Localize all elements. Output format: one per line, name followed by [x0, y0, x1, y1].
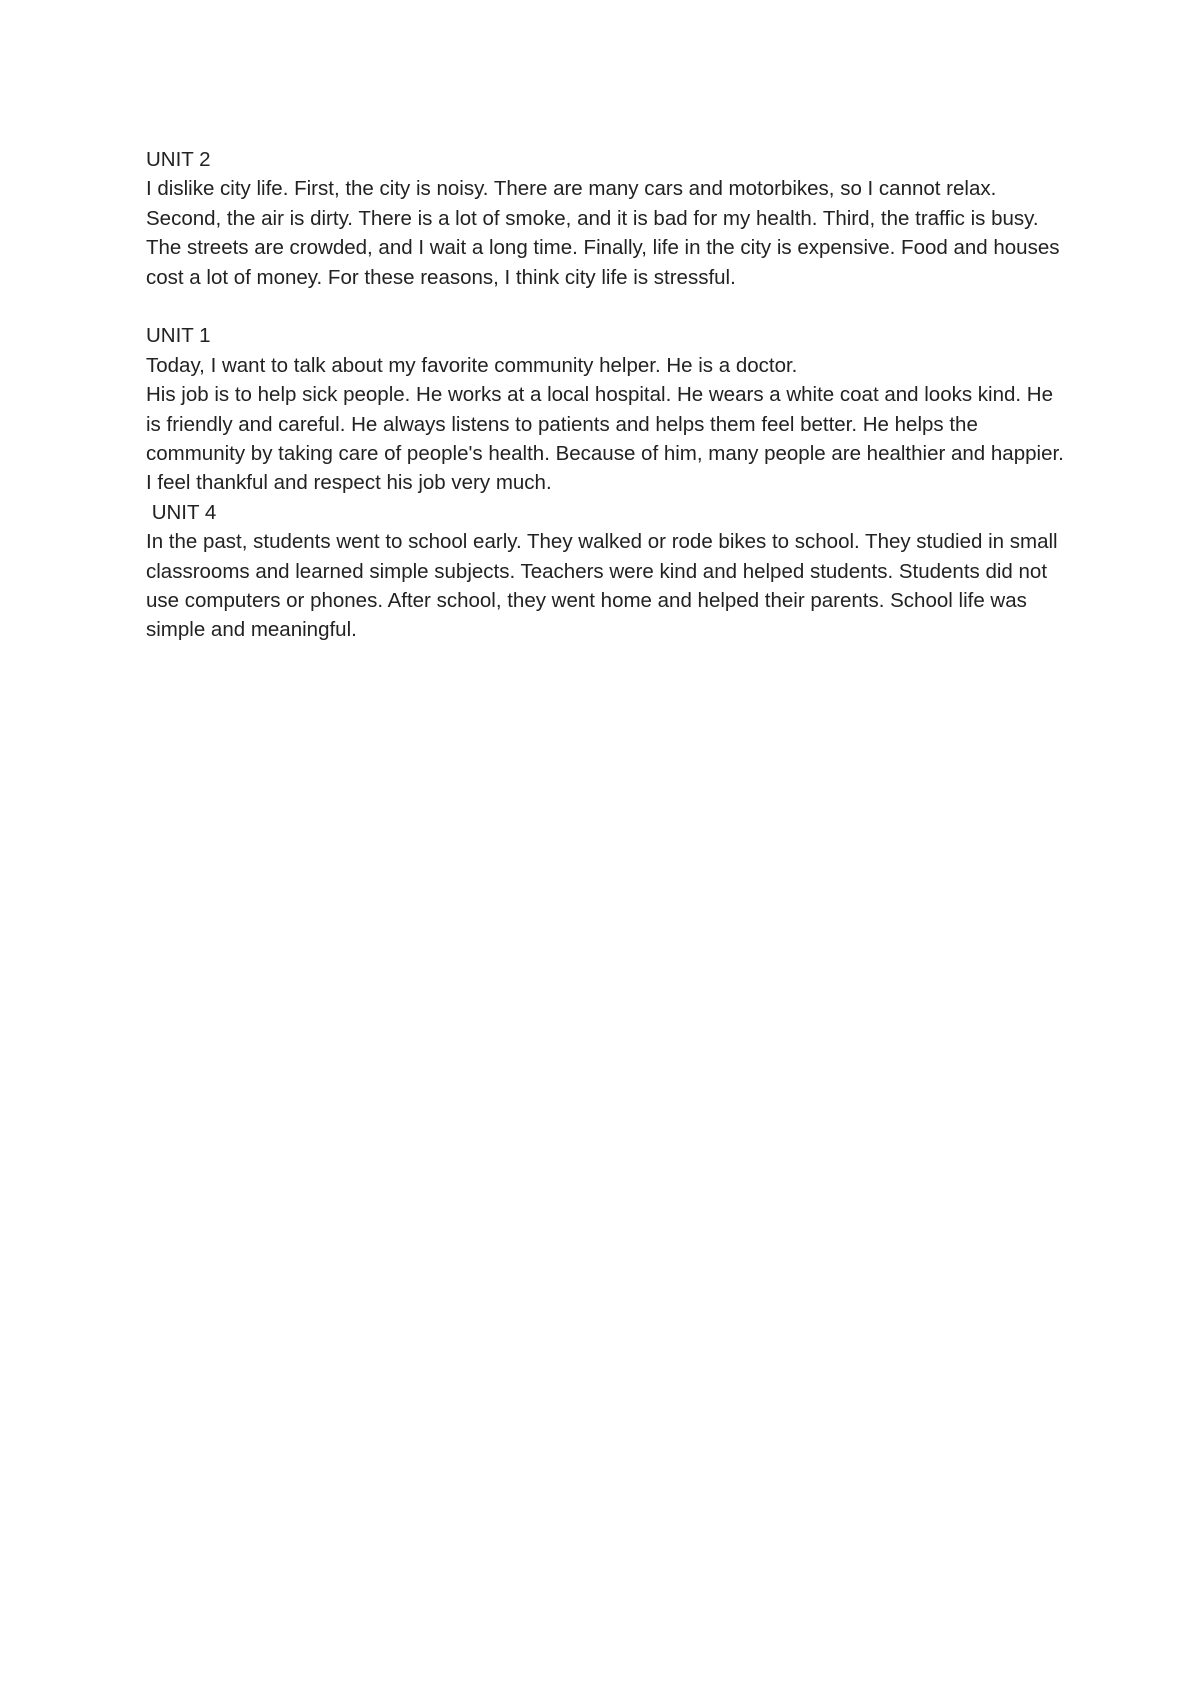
paragraph-spacer: [146, 292, 1066, 321]
paragraph-community-helper-body: His job is to help sick people. He works at a local hospital. He wears a white coat and looks kind. He is friendly and careful. He always listens to patients and helps them feel better. He helps the community by taking care of people's health. Because of him, many people are healthier and happier. I feel thankful and respect his job very much.: [146, 383, 1070, 495]
section-heading-unit-1: UNIT 1: [146, 324, 211, 348]
paragraph-community-helper-intro: Today, I want to talk about my favorite community helper. He is a doctor.: [146, 353, 798, 377]
section-heading-unit-2: UNIT 2: [146, 148, 211, 171]
paragraph-city-life: I dislike city life. First, the city is noisy. There are many cars and motorbikes, so I cannot relax. Second, the air is dirty. There is a lot of smoke, and it is bad for my health. Third, the traffic is busy. The streets are crowded, and I wait a long time. Finally, life in the city is expensive. Food and houses cost a lot of money. For these reasons, I think city life is stressful.: [146, 177, 1066, 289]
paragraph-school-past: In the past, students went to school early. They walked or rode bikes to school. They studied in small classrooms and learned simple subjects. Teachers were kind and helped students. Students did not use computers or phones. After school, they went home and helped their parents. School life was simple and meaningful.: [146, 530, 1064, 642]
document-body: [146, 145, 1070, 645]
section-heading-unit-4: UNIT 4: [146, 500, 217, 524]
